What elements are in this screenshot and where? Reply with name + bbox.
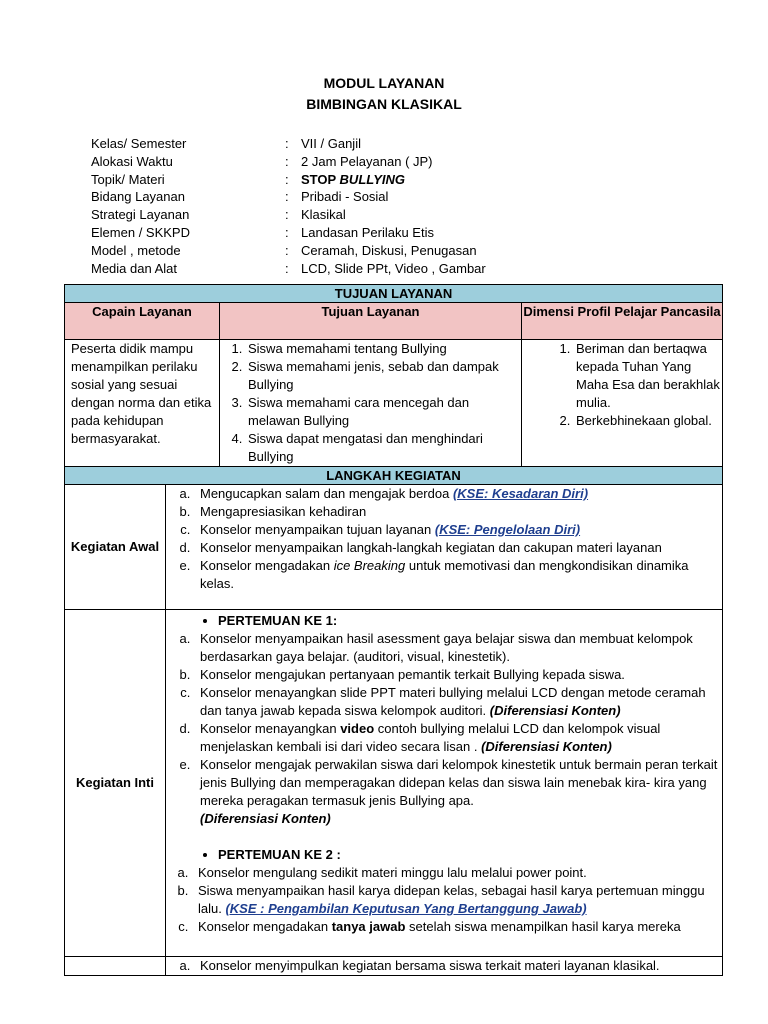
kegiatan-awal-label: Kegiatan Awal [65,485,166,610]
list-item: • PERTEMUAN KE 2 : [218,846,722,864]
info-colon: : [285,171,289,187]
info-colon: : [285,260,289,276]
tujuan-column-header: Tujuan Layanan [220,303,522,340]
topic-text-italic: BULLYING [339,171,406,187]
info-row-alokasi [91,153,486,171]
kegiatan-akhir-list [166,957,722,975]
list-item: b. Mengapresiasikan kehadiran [194,503,722,521]
kegiatan-akhir-cell [166,957,723,976]
list-item [194,720,722,756]
list-item [194,684,722,720]
info-row-bidang [91,188,486,206]
info-row-media [91,260,486,278]
info-value: VII / Ganjil [301,136,361,151]
item-text: Konselor mengadakan [198,919,332,934]
info-value: LCD, Slide PPt, Video , Gambar [301,260,486,276]
info-colon: : [285,207,289,223]
item-text: Konselor menayangkan [200,721,341,736]
item-text-bold: video [340,721,375,736]
kegiatan-inti-cell [166,610,723,957]
info-colon: : [285,153,289,169]
diferensiasi-tag: (Diferensiasi Konten) [200,811,331,826]
topic-text: STOP [301,171,340,187]
item-text: Konselor menayangkan slide PPT materi bullying melalui LCD dengan metode ceramah dan tanya jawab kepada siswa kelompok auditori. [200,685,706,718]
capaian-column-header: Capain Layanan [65,303,220,340]
list-item [194,557,722,593]
list-item: • PERTEMUAN KE 1: [218,612,722,630]
info-value: Pribadi - Sosial [301,189,389,205]
dimensi-cell [522,340,723,467]
item-text: Konselor menyampaikan tujuan layanan [200,522,435,537]
list-item: a. Konselor mengulang sedikit materi minggu lalu melalui power point. [192,864,722,882]
info-label: Strategi Layanan [91,207,190,223]
list-item: 3. Siswa memahami cara mencegah dan melawan Bullying [246,394,521,430]
dimensi-column-header: Dimensi Profil Pelajar Pancasila [522,303,723,340]
info-value: Landasan Perilaku Etis [301,224,434,240]
info-value: 2 Jam Pelayanan ( JP) [301,153,433,169]
list-item: 1. Siswa memahami tentang Bullying [246,340,521,358]
item-text: Konselor mengajak perwakilan siswa dari kelompok kinestetik untuk bermain peran terkait jenis Bullying dan memperagakan didepan kelas dan siswa lain menebak kira- kira yang mereka peragakan termasuk jenis Bullying apa. [200,757,718,808]
document-title: MODUL LAYANAN [323,75,445,91]
item-text: Konselor mengadakan [200,558,334,573]
capaian-text: Peserta didik mampu menampilkan perilaku sosial yang sesuai dengan norma dan etika pada kehidupan bermasyarakat. [71,341,212,446]
info-colon: : [285,189,289,205]
list-item [192,918,722,936]
info-colon: : [285,136,289,151]
item-text: setelah siswa menampilkan hasil karya mereka [405,919,681,934]
tujuan-header: TUJUAN LAYANAN [65,285,723,303]
info-label: Elemen / SKKPD [91,224,190,240]
list-item: 1. Beriman dan bertaqwa kepada Tuhan Yang Maha Esa dan berakhlak mulia. [574,340,722,412]
item-text: untuk memotivasi dan mengkondisikan dinamika kelas. [200,558,689,591]
list-item: b. Konselor mengajukan pertanyaan pemantik terkait Bullying kepada siswa. [194,666,722,684]
list-item [194,756,722,828]
kegiatan-awal-list [166,485,722,593]
list-item: d. Konselor menyampaikan langkah-langkah kegiatan dan cakupan materi layanan [194,539,722,557]
list-item [194,485,722,503]
info-label: Model , metode [91,242,181,258]
item-text: Mengucapkan salam dan mengajak berdoa [200,486,453,501]
info-row-kelas [91,135,486,153]
kegiatan-awal-cell [166,485,723,610]
info-row-topik [91,171,486,189]
info-colon: : [285,242,289,258]
list-item [194,521,722,539]
langkah-header: LANGKAH KEGIATAN [65,467,723,485]
kse-tag: (KSE: Kesadaran Diri) [452,486,589,501]
diferensiasi-tag: (Diferensiasi Konten) [489,703,621,718]
kse-tag: (KSE: Pengelolaan Diri) [434,522,581,537]
info-value: Klasikal [301,207,346,223]
info-colon: : [285,224,289,240]
list-item: 4. Siswa dapat mengatasi dan menghindari Bullying [246,430,521,466]
kegiatan-akhir-label [65,957,166,976]
pertemuan-1-heading [166,612,722,630]
pertemuan-2-list [166,864,722,936]
info-label: Kelas/ Semester [91,136,187,151]
activity-table [64,284,723,976]
list-item: 2. Berkebhinekaan global. [574,412,722,430]
pertemuan-1-list [166,630,722,828]
info-row-elemen [91,224,486,242]
item-text: contoh bullying melalui LCD dan kelompok visual menjelaskan kembali isi dari video secara lisan . [200,721,661,754]
info-label: Topik/ Materi [91,171,165,187]
item-text-bold: tanya jawab [331,919,406,934]
module-info [91,135,486,277]
info-label: Alokasi Waktu [91,153,173,169]
kse-tag: (KSE : Pengambilan Keputusan Yang Bertanggung Jawab) [225,901,587,916]
info-value [301,171,405,189]
dimensi-list [522,340,722,430]
info-label: Media dan Alat [91,260,178,276]
tujuan-list [220,340,521,466]
info-row-model [91,242,486,260]
item-text-italic: ice Breaking [333,558,406,573]
list-item [192,882,722,918]
list-item: a. Konselor menyimpulkan kegiatan bersama siswa terkait materi layanan klasikal. [194,957,722,975]
capaian-cell [65,340,220,467]
list-item: a. Konselor menyampaikan hasil asessment gaya belajar siswa dan membuat kelompok berdasarkan gaya belajar. (auditori, visual, kinestetik). [194,630,722,666]
diferensiasi-tag: (Diferensiasi Konten) [481,739,612,754]
list-item: 2. Siswa memahami jenis, sebab dan dampak Bullying [246,358,521,394]
pertemuan-2-heading [166,846,722,864]
document-subtitle: BIMBINGAN KLASIKAL [306,96,462,112]
kegiatan-inti-label: Kegiatan Inti [65,610,166,957]
info-row-strategi [91,206,486,224]
info-value: Ceramah, Diskusi, Penugasan [301,242,477,258]
info-label: Bidang Layanan [91,189,185,205]
item-text: Siswa menyampaikan hasil karya didepan kelas, sebagai hasil karya pertemuan minggu lalu. [198,883,705,916]
tujuan-cell [220,340,522,467]
